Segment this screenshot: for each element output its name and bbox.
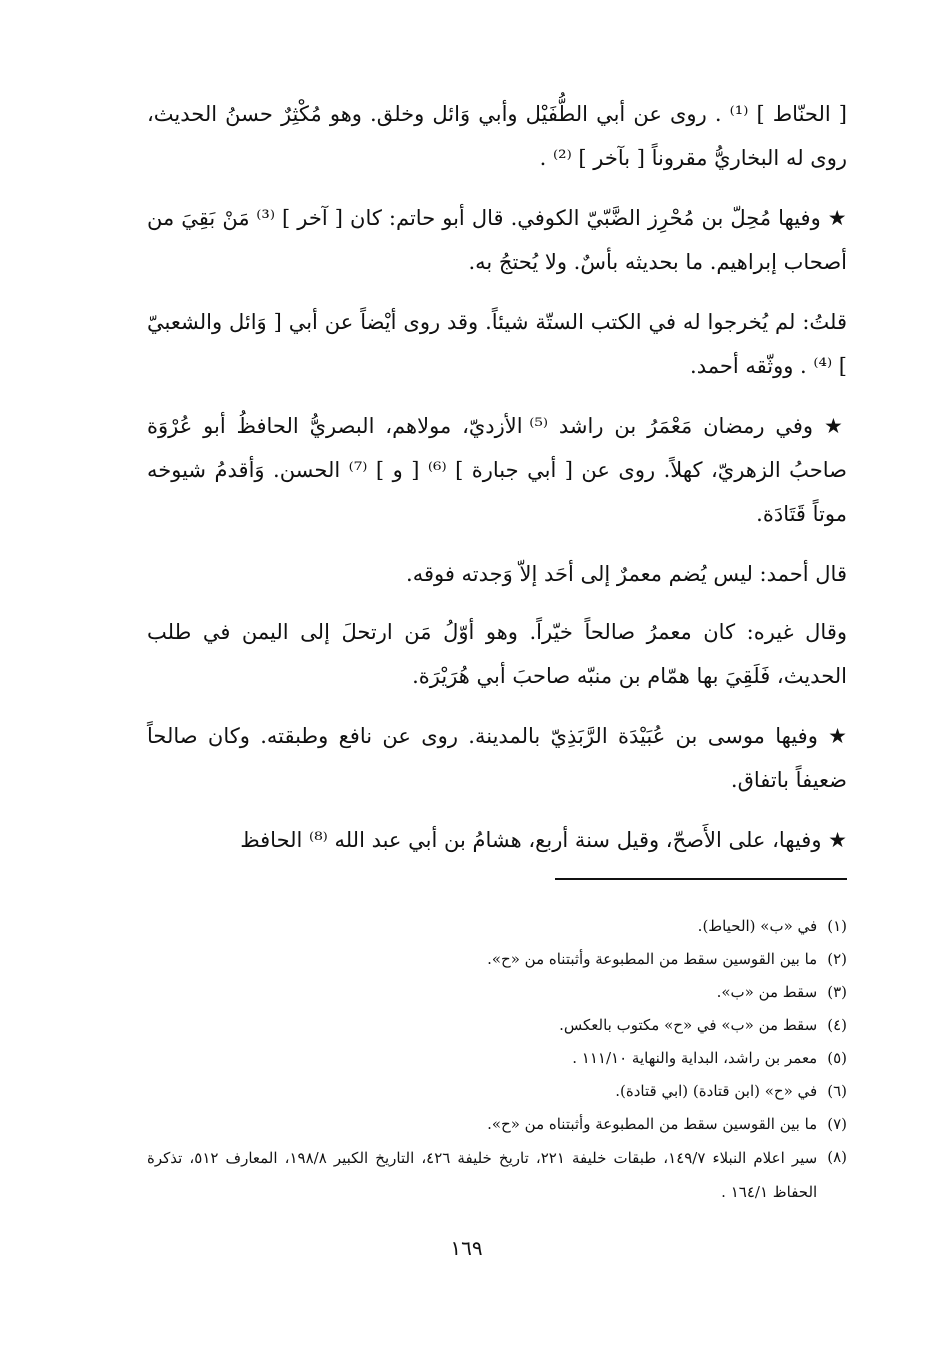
footnote-number: (٨) (827, 1148, 847, 1166)
footnote-1 (147, 910, 847, 943)
footnote-3 (147, 976, 847, 1009)
footnote-number: (١) (827, 917, 847, 935)
footnote-text: سقط من «ب». (716, 983, 818, 1001)
footnote-number: (٣) (827, 983, 847, 1001)
paragraph-2: ★ وفيها مُحِلّ بن مُحْرِز الضَّبّيّ الكوفي. قال أبو حاتم: كان [ آخر ] ⁽³⁾ مَنْ بَقِيَ من أصحاب إبراهيم. ما بحديثه بأسٌ. ولا يُحتجُ به. (147, 206, 848, 274)
paragraph-8: ★ وفيها، على الأَصحّ، وقيل سنة أربع، هشامُ بن أبي عبد الله ⁽⁸⁾ الحافظ (240, 828, 847, 852)
footnote-number: (٢) (827, 950, 847, 968)
footnote-4 (147, 1009, 847, 1042)
paragraph-6: وقال غيره: كان معمرُ صالحاً خيّراً. وهو أوّلُ مَن ارتحلَ إلى اليمن في طلب الحديث، فَلَقِيَ بها همّام بن منبّه صاحبَ أبي هُرَيْرَة. (147, 620, 847, 688)
paragraph-7: ★ وفيها موسى بن عُبَيْدَة الرَّبَذِيّ بالمدينة. روى عن نافع وطبقته. وكان صالحاً ضعيفاً باتفاق. (147, 724, 847, 792)
footnote-8 (147, 1141, 847, 1209)
footnote-text: في «ح» (ابن قتادة) (ابي قتادة). (615, 1082, 818, 1100)
footnote-number: (٥) (827, 1049, 847, 1067)
footnote-text: في «ب» (الحياط). (697, 917, 818, 935)
paragraph-1: [ الحنّاط ] ⁽¹⁾ . روى عن أبي الطُّفَيْل وأبي وَائل وخلق. وهو مُكْثِرٌ حسنُ الحديث، روى له البخاريُّ مقروناً [ بآخر ] ⁽²⁾ . (147, 102, 847, 170)
footnote-number: (٦) (827, 1082, 847, 1100)
page-number: ١٦٩ (450, 1236, 483, 1260)
paragraph-4: ★ وفي رمضان مَعْمَرُ بن راشد ⁽⁵⁾ الأزديّ، مولاهم، البصريُّ الحافظُ أبو عُرْوَة صاحبُ الزهريّ، كهلاً. روى عن [ أبي جبارة ] ⁽⁶⁾ [ و ] ⁽⁷⁾ الحسن. وَأقدمُ شيوخه موتاً قَتَادَة. (147, 414, 847, 526)
main-text (147, 92, 847, 878)
paragraph-3: قلتُ: لم يُخرجوا له في الكتب الستّة شيئاً. وقد روى أيْضاً عن أبي [ وَائل والشعبيّ ] ⁽⁴⁾ . ووثّقه أحمد. (147, 310, 847, 378)
footnote-7 (147, 1108, 847, 1141)
footnote-5 (147, 1042, 847, 1075)
footnote-text: سير اعلام النبلاء ١٤٩/٧، طبقات خليفة ٢٢١، تاريخ خليفة ٤٢٦، التاريخ الكبير ١٩٨/٨، المعارف ٥١٢، تذكرة الحفاظ ١٦٤/١ . (147, 1149, 818, 1201)
footnote-text: ما بين القوسين سقط من المطبوعة وأثبتناه من «ح». (487, 950, 818, 968)
paragraph-5: قال أحمد: ليس يُضم معمرٌ إلى أحَد إلاّ وَجدته فوقه. (406, 562, 847, 586)
footnote-number: (٤) (827, 1016, 847, 1034)
footnote-text: سقط من «ب» في «ح» مكتوب بالعكس. (559, 1016, 818, 1034)
footnote-2 (147, 943, 847, 976)
footnote-divider (555, 878, 847, 880)
footnote-text: ما بين القوسين سقط من المطبوعة وأثبتناه من «ح». (487, 1115, 818, 1133)
footnote-text: معمر بن راشد، البداية والنهاية ١١١/١٠ . (572, 1049, 818, 1067)
footnotes (147, 910, 847, 1209)
footnote-6 (147, 1075, 847, 1108)
footnote-number: (٧) (827, 1115, 847, 1133)
